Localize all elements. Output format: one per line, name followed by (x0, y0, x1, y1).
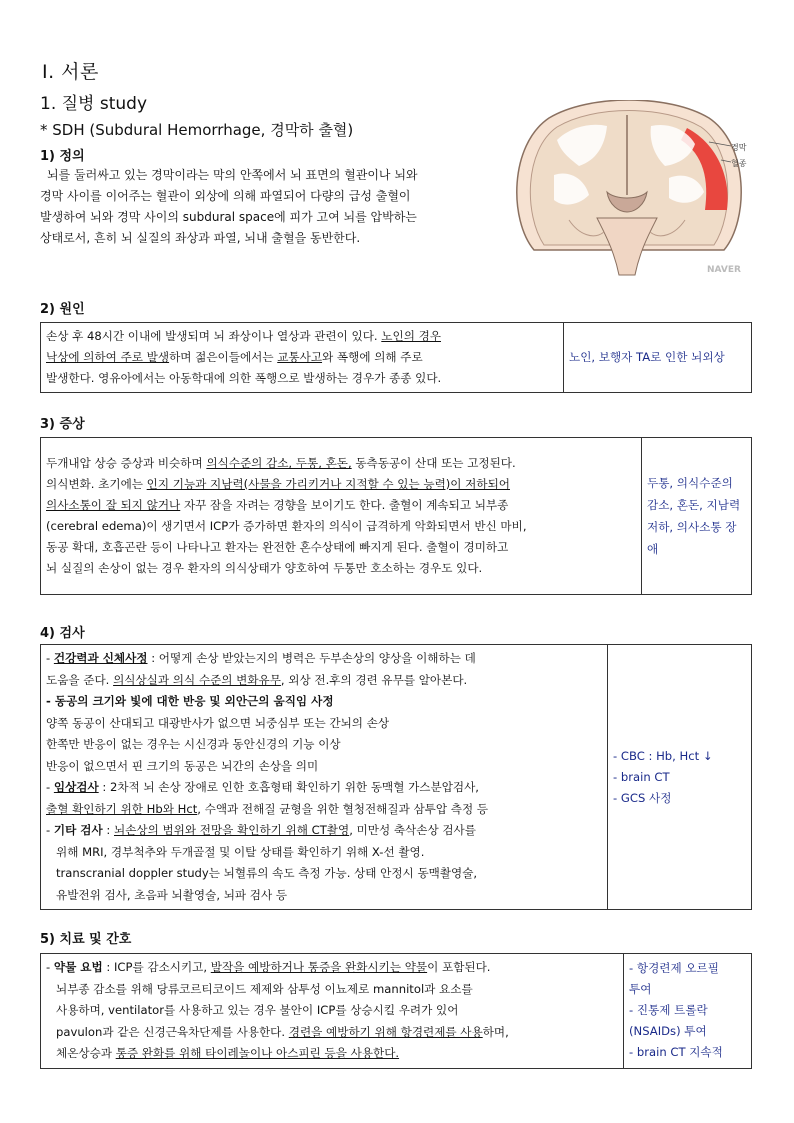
page-title: Ⅰ. 서론 (42, 61, 99, 83)
heading-definition: 1) 정의 (40, 149, 85, 164)
figure-watermark: NAVER (707, 265, 741, 275)
definition-line: 경막 사이를 이어주는 혈관이 외상에 의해 파열되어 다량의 급성 출혈이 (40, 189, 411, 203)
cause-side-note: 노인, 보행자 TA로 인한 뇌외상 (564, 323, 752, 393)
heading-tests: 4) 검사 (40, 626, 85, 641)
heading-treatment: 5) 치료 및 간호 (40, 932, 132, 947)
symptoms-side-note: 두통, 의식수준의 감소, 혼돈, 지남력 저하, 의사소통 장애 (642, 438, 752, 595)
section-title: 1. 질병 study (40, 94, 148, 114)
treatment-table (40, 953, 752, 1069)
figure-label-hematoma: 혈종 (731, 159, 747, 168)
treatment-main-cell: - 약물 요법 : ICP를 감소시키고, 발작을 예방하거나 통증을 완화시키는 약물이 포함된다. 뇌부종 감소를 위해 당류코르티코이드 제제와 삼투성 이뇨제로 mannitol과 요소를 사용하며, ventilator를 사용하고 있는 경우 불안이 ICP를 상승시킬 우려가 있어 pavulon과 같은 신경근육차단제를 사용한다. 경련을 예방하기 위해 항경련제를 사용하며, 체온상승과 통증 완화를 위해 타이레놀이나 아스피린 등을 사용한다. (41, 954, 624, 1069)
heading-cause: 2) 원인 (40, 302, 85, 317)
symptoms-table (40, 437, 752, 595)
brain-illustration (509, 100, 755, 280)
treatment-side-note: - 항경련제 오르필 투여 - 진통제 트롤락 (NSAIDs) 투여 - brain CT 지속적 (624, 954, 752, 1069)
tests-table (40, 644, 752, 910)
symptoms-main-cell: 두개내압 상승 증상과 비슷하며 의식수준의 감소, 두통, 혼돈, 동측동공이 산대 또는 고정된다. 의식변화. 초기에는 인지 기능과 지남력(사물을 가리키거나 지적할 수 있는 능력)이 저하되어 의사소통이 잘 되지 않거나 자꾸 잠을 자려는 경향을 보이기도 한다. 출혈이 계속되고 뇌부종 (cerebral edema)이 생기면서 ICP가 증가하면 환자의 의식이 급격하게 악화되면서 반신 마비, 동공 확대, 호흡곤란 등이 나타나고 환자는 완전한 혼수상태에 빠지게 된다. 출혈이 경미하고 뇌 실질의 손상이 없는 경우 환자의 의식상태가 양호하여 두통만 호소하는 경우도 있다. (41, 438, 642, 595)
definition-line: 뇌를 둘러싸고 있는 경막이라는 막의 안쪽에서 뇌 표면의 혈관이나 뇌와 (47, 168, 418, 182)
topic-title: * SDH (Subdural Hemorrhage, 경막하 출혈) (40, 121, 354, 139)
definition-line: 발생하여 뇌와 경막 사이의 subdural space에 피가 고여 뇌를 압박하는 (40, 210, 417, 224)
definition-text (40, 165, 510, 249)
tests-main-cell: - 건강력과 신체사정 : 어떻게 손상 받았는지의 병력은 두부손상의 양상을 이해하는 데 도움을 준다. 의식상실과 의식 수준의 변화유무, 외상 전.후의 경련 유무를 알아본다. - 동공의 크기와 빛에 대한 반응 및 외안근의 움직임 사정 양쪽 동공이 산대되고 대광반사가 없으면 뇌중심부 또는 간뇌의 손상 한쪽만 반응이 없는 경우는 시신경과 동안신경의 기능 이상 반응이 없으면서 핀 크기의 동공은 뇌간의 손상을 의미 - 임상검사 : 2차적 뇌 손상 장애로 인한 호흡형태 확인하기 위한 동맥혈 가스분압검사, 출혈 확인하기 위한 Hb와 Hct, 수액과 전해질 균형을 위한 혈청전해질과 삼투압 측정 등 - 기타 검사 : 뇌손상의 범위와 전망을 확인하기 위해 CT촬영, 미만성 축삭손상 검사를 위해 MRI, 경부척추와 두개골절 및 이탈 상태를 확인하기 위해 X-선 촬영. transcranial doppler study는 뇌혈류의 속도 측정 가능. 상태 안정시 동맥촬영술, 유발전위 검사, 초음파 뇌촬영술, 뇌파 검사 등 (41, 645, 608, 910)
heading-symptoms: 3) 증상 (40, 417, 85, 432)
figure-label-dura: 경막 (731, 143, 747, 152)
cause-main-cell: 손상 후 48시간 이내에 발생되며 뇌 좌상이나 열상과 관련이 있다. 노인의 경우 낙상에 의하여 주로 발생하며 젊은이들에서는 교통사고와 폭행에 의해 주로 발생한다. 영유아에서는 아동학대에 의한 폭행으로 발생하는 경우가 종종 있다. (41, 323, 564, 393)
definition-line: 상태로서, 흔히 뇌 실질의 좌상과 파열, 뇌내 출혈을 동반한다. (40, 231, 361, 245)
cause-table (40, 322, 752, 393)
tests-side-note: - CBC : Hb, Hct ↓ - brain CT - GCS 사정 (608, 645, 752, 910)
